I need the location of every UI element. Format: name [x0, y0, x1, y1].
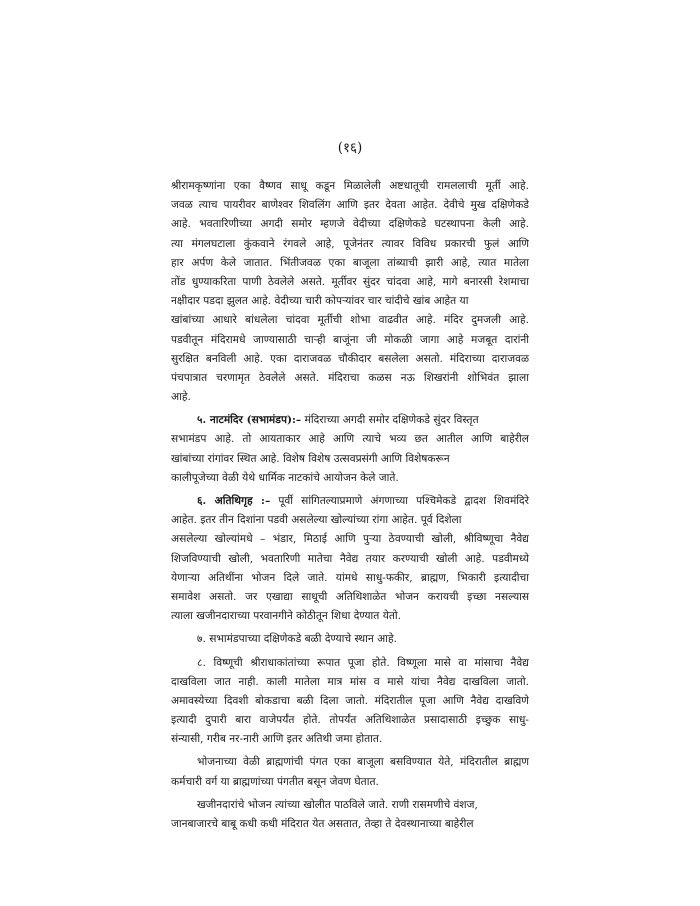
- text-line: [171, 692, 529, 711]
- section-heading: ६. अतिथिगृह :–: [197, 495, 271, 507]
- line-text: आहे.: [171, 391, 191, 404]
- text-line: [171, 654, 529, 673]
- text-line: [171, 711, 529, 730]
- line-text: पडवीतून मंदिरामधे जाण्यासाठी चाऱ्ही बाजूंना जी मोकळी जागा आहे मजबूत दारांनी: [171, 333, 529, 346]
- text-line: [171, 311, 529, 330]
- line-text: भोजनाच्या वेळी ब्राह्मणांची पंगत एका बाजूला बसविण्यात येते, मंदिरातील ब्राह्मण: [197, 756, 529, 769]
- text-line: [171, 550, 529, 569]
- text-line: [171, 450, 529, 469]
- line-text: सभामंडप आहे. तो आयताकार आहे आणि त्याचे भव्य छत आतील आणि बाहेरील: [171, 433, 529, 446]
- page-number: (१६): [337, 140, 363, 156]
- line-text: समावेश असतो. जर एखाद्या साधूची अतिथिशाळेत भोजन करायची इच्छा नसल्यास: [171, 590, 529, 603]
- text-line: [171, 815, 529, 834]
- line-text: पंचपात्रात चरणामृत ठेवलेले असते. मंदिराचा कळस नऊ शिखरांनी शोभिवंत झाला: [171, 371, 529, 384]
- text-line: [171, 469, 529, 488]
- text-line: [171, 530, 529, 549]
- line-text: ८. विष्णूची श्रीराधाकांतांच्या रूपात पूजा होते. विष्णूला मासे वा मांसाचा नैवेद्य: [197, 656, 529, 669]
- text-line: [171, 254, 529, 273]
- line-text: मंदिराच्या अगदी समोर दक्षिणेकडे सुंदर विस्तृत: [301, 414, 479, 427]
- text-line: [171, 215, 529, 234]
- line-text: नक्षीदार पडदा झुलत आहे. वेदीच्या चारी कोपऱ्यांवर चार चांदीचे खांब आहेत या: [171, 295, 469, 308]
- text-line: [171, 292, 529, 311]
- line-text: जानबाजारचे बाबू कधी कधी मंदिरात येत असतात, तेव्हा ते देवस्थानाच्या बाहेरील: [171, 818, 474, 830]
- text-line: [171, 673, 529, 692]
- text-line: [171, 796, 529, 815]
- text-line: [171, 331, 529, 350]
- text-line: [171, 730, 529, 749]
- line-text: खांबांच्या रांगांवर स्थित आहे. विशेष विशेष उत्सवप्रसंगी आणि विशेषकरून: [171, 452, 450, 465]
- text-line: [171, 177, 529, 196]
- text-line: [171, 350, 529, 369]
- line-text: ७. सभामंडपाच्या दक्षिणेकडे बळी देण्याचे स्थान आहे.: [197, 633, 397, 646]
- line-text: श्रीरामकृष्णांना एका वैष्णव साधू कडून मिळालेली अष्टधातूची रामललाची मूर्ती आहे.: [171, 180, 529, 192]
- line-text: इत्यादी दुपारी बारा वाजेपर्यंत होते. तोपर्यंत अतिथिशाळेत प्रसादासाठी इच्छुक साधु-: [171, 714, 529, 727]
- line-text: हार अर्पण केले जातात. भिंतीजवळ एका बाजूला तांब्याची झारी आहे, त्यात मातेला: [171, 256, 529, 269]
- line-text: तोंड धुण्याकरिता पाणी ठेवलेले असते. मूर्तीवर सुंदर चांदवा आहे, मागे बनारसी रेशमाचा: [171, 275, 529, 288]
- text-line: [171, 607, 529, 626]
- body-text: [171, 177, 529, 834]
- text-line: [171, 430, 529, 449]
- line-text: जवळ त्याच पायरीवर बाणेश्वर शिवलिंग आणि इतर देवता आहेत. देवीचे मुख दक्षिणेकडे: [171, 199, 529, 212]
- section-heading: ५. नाटमंदिर (सभामंडप):–: [197, 414, 302, 427]
- line-text: त्याला खजीनदाराच्या परवानगीने कोठीतून शिधा देण्यात येतो.: [171, 610, 401, 623]
- text-line: [171, 411, 529, 430]
- text-line: [171, 235, 529, 254]
- line-text: संन्यासी, गरीब नर-नारी आणि इतर अतिथी जमा होतात.: [171, 733, 383, 746]
- text-line: [171, 273, 529, 292]
- text-line: [171, 630, 529, 649]
- text-line: [171, 753, 529, 772]
- line-text: दाखविला जात नाही. काली मातेला मात्र मांस व मासे यांचा नैवेद्य दाखविला जातो.: [171, 675, 529, 688]
- line-text: आहेत. इतर तीन दिशांना पडवी असलेल्या खोल्यांच्या रांगा आहेत. पूर्व दिशेला: [171, 514, 462, 527]
- line-text: सुरक्षित बनविली आहे. एका दाराजवळ चौकीदार बसलेला असतो. मंदिराच्या दाराजवळ: [171, 352, 529, 365]
- text-line: [171, 369, 529, 388]
- text-line: [171, 511, 529, 530]
- line-text: पूर्वी सांगितल्याप्रमाणे अंगणाच्या पश्चिमेकडे द्वादश शिवमंदिरे: [270, 495, 529, 507]
- line-text: कर्मचारी वर्ग या ब्राह्मणांच्या पंगतीत बसून जेवण घेतात.: [171, 775, 379, 788]
- text-line: [171, 773, 529, 792]
- text-line: [171, 196, 529, 215]
- text-line: [171, 492, 529, 511]
- line-text: येणाऱ्या अतिथींना भोजन दिले जाते. यांमधे साधु-फकीर, ब्राह्मण, भिकारी इत्यादीचा: [171, 571, 529, 584]
- line-text: असलेल्या खोल्यांमधे – भंडार, मिठाई आणि पुऱ्या ठेवण्याची खोली, श्रीविष्णूचा नैवेद्य: [171, 533, 529, 546]
- line-text: खांबांच्या आधारे बांधलेला चांदवा मूर्तीची शोभा वाढवीत आहे. मंदिर दुमजली आहे.: [171, 314, 529, 327]
- line-text: शिजविण्याची खोली, भवतारिणी मातेचा नैवेद्य तयार करण्याची खोली आहे. पडवीमध्ये: [171, 552, 529, 565]
- text-line: [171, 388, 529, 407]
- line-text: कालीपूजेच्या वेळी येथे धार्मिक नाटकांचे आयोजन केले जाते.: [171, 471, 399, 484]
- text-line: [171, 569, 529, 588]
- line-text: अमावस्येच्या दिवशी बोकडाचा बळी दिला जातो. मंदिरातील पूजा आणि नैवेद्य दाखविणे: [171, 694, 529, 707]
- line-text: खजीनदारांचे भोजन त्यांच्या खोलीत पाठविले जाते. राणी रासमणीचे वंशज,: [197, 798, 478, 811]
- line-text: आहे. भवतारिणीच्या अगदी समोर म्हणजे वेदीच्या दक्षिणेकडे घटस्थापना केली आहे.: [171, 218, 529, 231]
- line-text: त्या मंगलघटाला कुंकवाने रंगवले आहे, पूजेनंतर त्यावर विविध प्रकारची फुलं आणि: [171, 237, 529, 250]
- text-line: [171, 588, 529, 607]
